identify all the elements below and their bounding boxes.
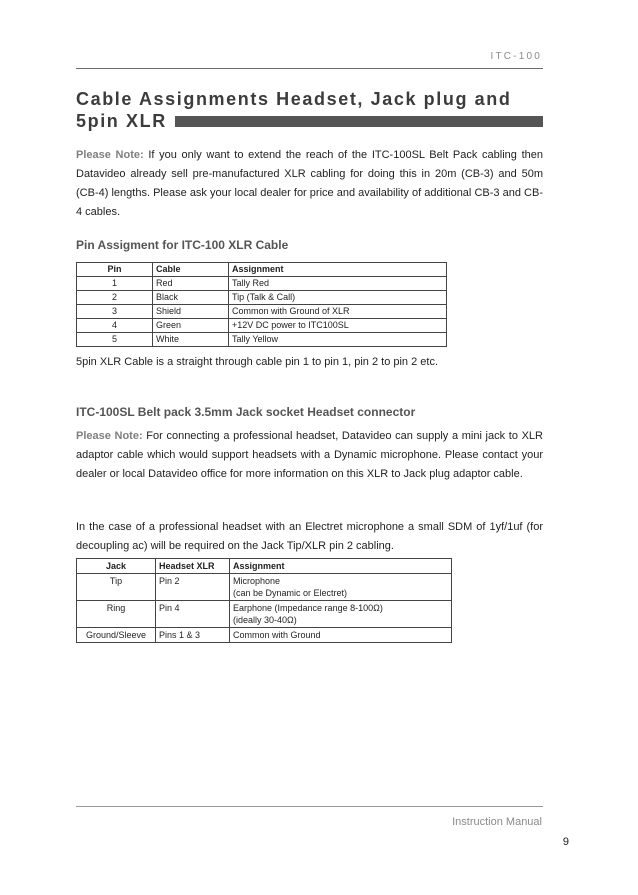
page-title: Cable Assignments Headset, Jack plug and	[76, 89, 512, 109]
pin-cell: 3	[77, 305, 153, 319]
pin-cell: 1	[77, 277, 153, 291]
table-header-row	[77, 559, 452, 574]
column-header: Headset XLR	[156, 559, 230, 574]
assignment-line: Earphone (Impedance range 8-100Ω)	[233, 603, 383, 613]
table-row	[77, 291, 447, 305]
xlr-footnote: 5pin XLR Cable is a straight through cable pin 1 to pin 1, pin 2 to pin 2 etc.	[76, 356, 439, 368]
assignment-line: Microphone	[233, 576, 281, 586]
table-row	[77, 319, 447, 333]
cable-cell: White	[153, 333, 229, 347]
page-title-continued: 5pin XLR	[76, 110, 167, 131]
page-title-line2	[76, 110, 543, 132]
note-label: Please Note:	[76, 149, 144, 161]
assignment-cell	[230, 628, 452, 643]
intro-text: If you only want to extend the reach of the ITC-100SL Belt Pack cabling then Datavideo already sell pre-manufactured XLR cabling for doing this in 20m (CB-3) and 50m (CB-4) lengths. Please ask your local dealer for price and availability of additional CB-3 and CB-4 cables.	[76, 149, 543, 218]
pin-cell: 4	[77, 319, 153, 333]
table-row	[77, 277, 447, 291]
cable-cell: Green	[153, 319, 229, 333]
xlr-section-heading: Pin Assigment for ITC-100 XLR Cable	[76, 238, 289, 252]
assignment-line: Common with Ground	[233, 630, 321, 640]
page-number: 9	[562, 836, 569, 848]
cable-cell: Shield	[153, 305, 229, 319]
assignment-line: (ideally 30-40Ω)	[233, 615, 297, 625]
column-header: Jack	[77, 559, 156, 574]
jack-cell: Ground/Sleeve	[77, 628, 156, 643]
assignment-cell: Common with Ground of XLR	[229, 305, 447, 319]
footer-rule	[76, 806, 543, 807]
column-header: Assignment	[229, 263, 447, 277]
table-row	[77, 601, 452, 628]
intro-paragraph	[76, 146, 543, 222]
table-row	[77, 305, 447, 319]
jack-note-paragraph	[76, 427, 543, 484]
assignment-cell: Tally Red	[229, 277, 447, 291]
xlr-cell: Pins 1 & 3	[156, 628, 230, 643]
cable-cell: Red	[153, 277, 229, 291]
footer-label: Instruction Manual	[452, 816, 542, 828]
xlr-cell: Pin 4	[156, 601, 230, 628]
table-row	[77, 574, 452, 601]
table-row	[77, 628, 452, 643]
table-header-row	[77, 263, 447, 277]
assignment-cell: Tip (Talk & Call)	[229, 291, 447, 305]
jack-cell: Tip	[77, 574, 156, 601]
assignment-cell	[230, 574, 452, 601]
electret-paragraph: In the case of a professional headset with an Electret microphone a small SDM of 1yf/1uf (for decoupling ac) will be required on the Jack Tip/XLR pin 2 cabling.	[76, 521, 543, 552]
xlr-cell: Pin 2	[156, 574, 230, 601]
assignment-cell: Tally Yellow	[229, 333, 447, 347]
assignment-cell: +12V DC power to ITC100SL	[229, 319, 447, 333]
column-header: Cable	[153, 263, 229, 277]
pin-assignment-table	[76, 262, 447, 347]
pin-cell: 5	[77, 333, 153, 347]
cable-cell: Black	[153, 291, 229, 305]
note-label: Please Note:	[76, 430, 143, 442]
header-title: ITC-100	[490, 51, 542, 62]
column-header: Assignment	[230, 559, 452, 574]
title-bar	[175, 116, 543, 127]
table-row	[77, 333, 447, 347]
jack-note-text: For connecting a professional headset, Datavideo can supply a mini jack to XLR adaptor cable which would support headsets with a Dynamic microphone. Please contact your dealer or local Datavideo office for more information on this XLR to Jack plug adaptor cable.	[76, 430, 543, 480]
column-header: Pin	[77, 263, 153, 277]
jack-cell: Ring	[77, 601, 156, 628]
pin-cell: 2	[77, 291, 153, 305]
jack-section-heading: ITC-100SL Belt pack 3.5mm Jack socket Headset connector	[76, 405, 416, 419]
jack-assignment-table	[76, 558, 452, 643]
assignment-line: (can be Dynamic or Electret)	[233, 588, 348, 598]
header-rule	[76, 68, 543, 69]
assignment-cell	[230, 601, 452, 628]
